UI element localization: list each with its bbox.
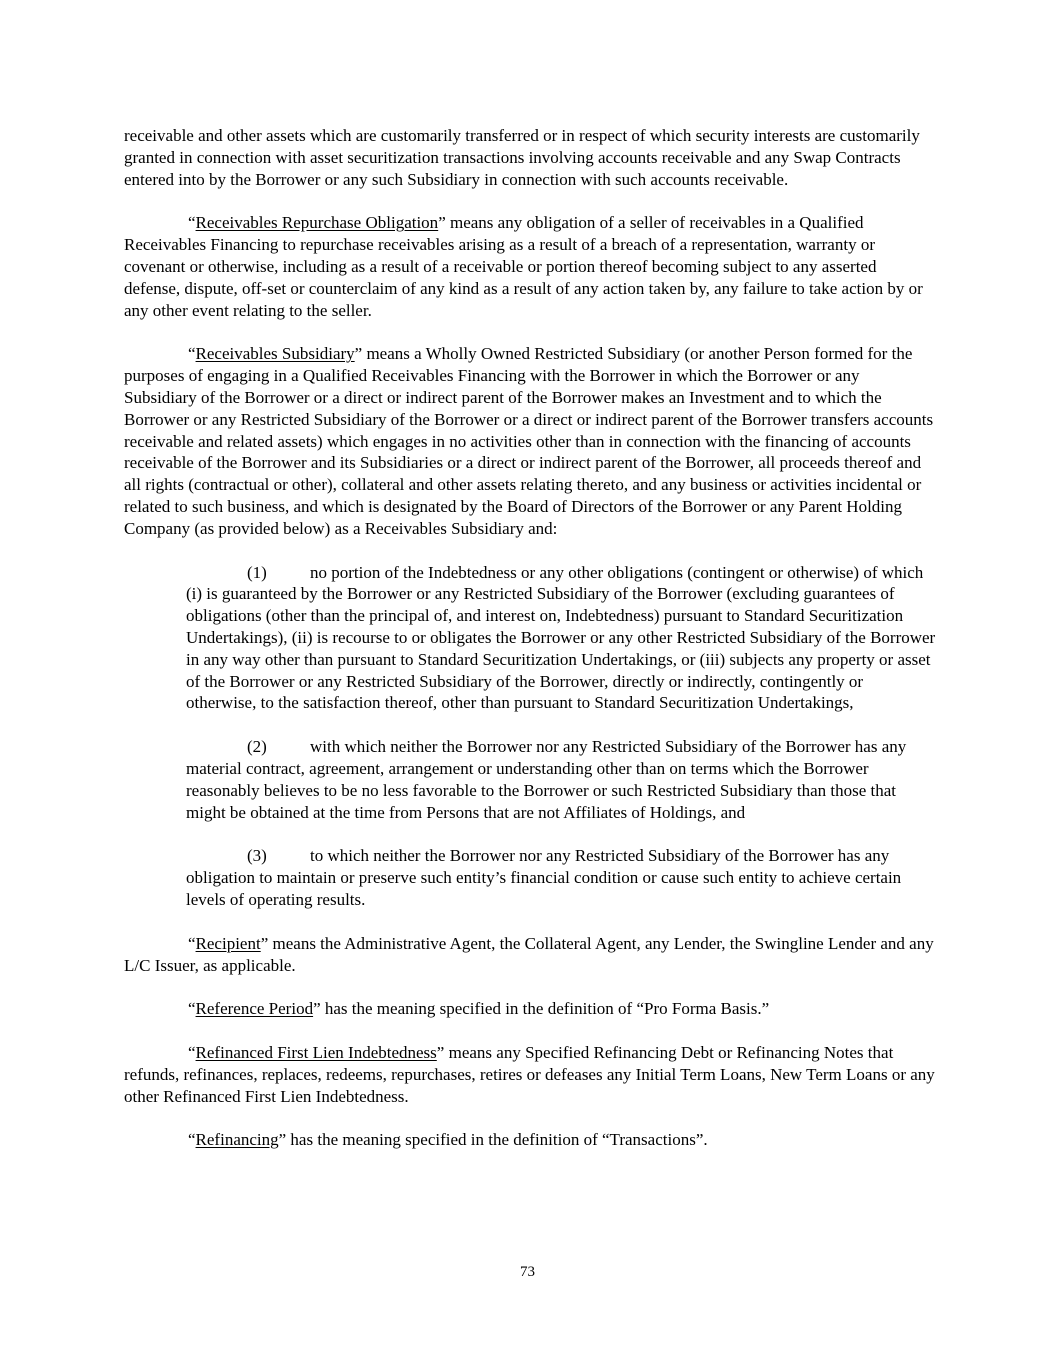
definition-recipient bbox=[124, 933, 936, 977]
clause-2 bbox=[186, 736, 936, 823]
clause-text: with which neither the Borrower nor any Restricted Subsidiary of the Borrower has any material contract, agreement, arrangement or understanding other than on terms which the Borrower reasonably believes to be no less favorable to the Borrower or such Restricted Subsidiary than those that might be obtained at the time from Persons that are not Affiliates of Holdings, and bbox=[186, 737, 907, 822]
definition-text: ” means the Administrative Agent, the Collateral Agent, any Lender, the Swingline Lender and any L/C Issuer, as applicable. bbox=[124, 933, 934, 975]
defined-term: Recipient bbox=[195, 933, 261, 953]
definition-text: ” means any obligation of a seller of receivables in a Qualified Receivables Financing to repurchase receivables arising as a result of a breach of a representation, warranty or covenant or otherwise, including as a result of a receivable or portion thereof becoming subject to any asserted defense, dispute, off-set or counterclaim of any kind as a result of any action taken by, any failure to take action by or any other event relating to the seller. bbox=[124, 213, 923, 320]
defined-term: Receivables Repurchase Obligation bbox=[195, 213, 439, 233]
open-quote: “ bbox=[188, 933, 196, 953]
clause-number: (3) bbox=[247, 846, 267, 866]
open-quote: “ bbox=[188, 1130, 196, 1150]
open-quote: “ bbox=[188, 1043, 196, 1063]
definition-refinancing bbox=[124, 1129, 936, 1151]
continuation-paragraph: receivable and other assets which are customarily transferred or in respect of which security interests are customarily granted in connection with asset securitization transactions involving accounts receivable and any Swap Contracts entered into by the Borrower or any such Subsidiary in connection with such accounts receivable. bbox=[124, 126, 920, 189]
document-body bbox=[124, 125, 936, 1173]
definition-text: ” has the meaning specified in the definition of “Pro Forma Basis.” bbox=[313, 999, 770, 1019]
page-number: 73 bbox=[520, 1264, 535, 1280]
defined-term: Refinancing bbox=[195, 1130, 279, 1150]
definition-reference-period bbox=[124, 998, 936, 1020]
defined-term: Reference Period bbox=[195, 999, 314, 1019]
clause-number: (2) bbox=[247, 737, 267, 757]
open-quote: “ bbox=[188, 344, 196, 364]
definition-text: ” means a Wholly Owned Restricted Subsidiary (or another Person formed for the purposes of engaging in a Qualified Receivables Financing with the Borrower in which the Borrower or any Subsidiary of the Borrower or a direct or indirect parent of the Borrower makes an Investment and to which the Borrower or any Restricted Subsidiary of the Borrower or a direct or indirect parent of the Borrower transfers accounts receivable and related assets) which engages in no activities other than in connection with the financing of accounts receivable of the Borrower and its Subsidiaries or a direct or indirect parent of the Borrower, all proceeds thereof and all rights (contractual or other), collateral and other assets relating thereto, and any business or activities incidental or related to such business, and which is designated by the Board of Directors of the Borrower or any Parent Holding Company (as provided below) as a Receivables Subsidiary and: bbox=[124, 344, 934, 538]
clause-text: no portion of the Indebtedness or any other obligations (contingent or otherwise) of which (i) is guaranteed by the Borrower or any Restricted Subsidiary of the Borrower (excluding guarantees of obligations (other than the principal of, and interest on, Indebtedness) pursuant to Standard Securitization Undertakings), (ii) is recourse to or obligates the Borrower or any other Restricted Subsidiary of the Borrower in any way other than pursuant to Standard Securitization Undertakings, or (iii) subjects any property or asset of the Borrower or any Restricted Subsidiary of the Borrower, directly or indirectly, contingently or otherwise, to the satisfaction thereof, other than pursuant to Standard Securitization Undertakings, bbox=[186, 562, 936, 713]
definition-text: ” means any Specified Refinancing Debt or Refinancing Notes that refunds, refinances, replaces, redeems, repurchases, retires or defeases any Initial Term Loans, New Term Loans or any other Refinanced First Lien Indebtedness. bbox=[124, 1043, 935, 1106]
clause-3 bbox=[186, 845, 936, 910]
clause-1 bbox=[186, 562, 936, 715]
defined-term: Refinanced First Lien Indebtedness bbox=[195, 1043, 437, 1063]
definition-refinanced-first-lien-indebtedness bbox=[124, 1042, 936, 1107]
clause-number: (1) bbox=[247, 562, 267, 582]
defined-term: Receivables Subsidiary bbox=[195, 344, 355, 364]
definition-receivables-subsidiary bbox=[124, 343, 936, 539]
definition-receivables-repurchase-obligation bbox=[124, 212, 936, 321]
open-quote: “ bbox=[188, 213, 196, 233]
clause-text: to which neither the Borrower nor any Restricted Subsidiary of the Borrower has any obligation to maintain or preserve such entity’s financial condition or cause such entity to achieve certain levels of operating results. bbox=[186, 846, 902, 909]
open-quote: “ bbox=[188, 999, 196, 1019]
definition-text: ” has the meaning specified in the definition of “Transactions”. bbox=[278, 1130, 708, 1150]
